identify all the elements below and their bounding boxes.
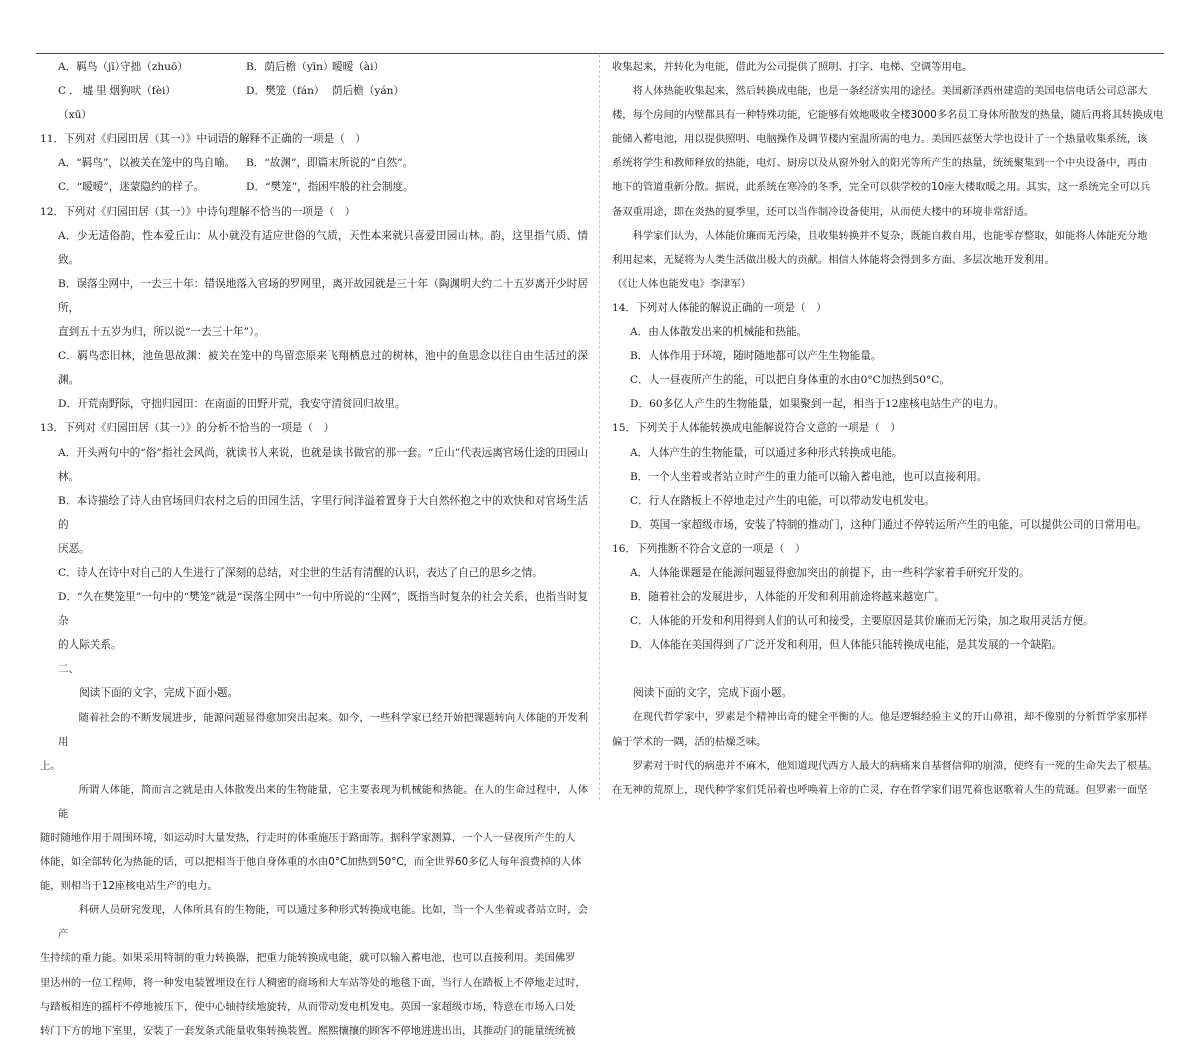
q15-stem: 15．下列关于人体能转换成电能解说符合文意的一项是（ ） [612,422,901,435]
column-divider [599,55,600,800]
q12-option-c: C．羁鸟恋旧林，池鱼思故渊：被关在笼中的鸟留恋原来飞翔栖息过的树林，池中的鱼思念以往自由生活过的深渊。 [58,350,588,387]
passage-line: 随时随地作用于周围环境，如运动时大量发热，行走时的体重施压于路面等。据科学家测算，一个人一昼夜所产生的人 [40,832,576,844]
q10-option-b-2: 暧暧（ài） [332,61,385,73]
passage-line: 收集起来，并转化为电能，借此为公司提供了照明、打字、电梯、空调等用电。 [612,61,973,73]
passage-line: 地下的管道重新分散。据说，此系统在寒冷的冬季，完全可以供学校的10座大楼取暖之用。其实，这一系统完全可以兵 [612,181,1151,194]
passage-line: 转门下方的地下室里，安装了一套发条式能量收集转换装置。熙熙攘攘的顾客不停地进进出出，其推动门的能量统统被 [40,1024,576,1037]
q10-options-row-1 [58,55,588,79]
passage-line: 备双重用途，即在炎热的夏季里，还可以当作制冷设备使用，从而使大楼中的环境非常舒适。 [612,205,1035,218]
q12-option-a: A．少无适俗韵，性本爱丘山：从小就没有适应世俗的气质，天性本来就只喜爱田园山林。韵，这里指气质、情致。 [58,229,588,266]
q13-option-a: A．开头两句中的“俗”指社会风尚，就读书人来说，也就是读书做官的那一套。“丘山”代表远离官场仕途的田园山林。 [58,446,588,483]
q16-stem: 16．下列推断不符合文意的一项是（ ） [612,542,806,555]
passage-line: 楼，每个房间的内壁都具有一种特殊功能，它能够有效地吸收全楼3000多名员工身体所散发的热量，随后再将其转换成电 [612,109,1164,122]
passage-russell [612,705,1164,801]
q11-stem: 11．下列对《归园田居（其一）》中词语的解释不正确的一项是（ ） [40,133,366,146]
q16-option-c: C．人体能的开发和利用得到人们的认可和接受，主要原因是其价廉而无污染，加之取用灵活方便。 [630,615,1094,628]
passage-line: 在无神的荒原上，现代种学家们凭吊着也呼唤着上帝的亡灵，存在哲学家们诅咒着也讴歌着人生的荒诞。但罗素一面坚 [612,783,1148,796]
q11-option-a: A．“羁鸟”，以被关在笼中的鸟自喻。 [58,157,236,170]
passage-line: 里达州的一位工程师，将一种发电装置埋设在行人稠密的商场和大车站等处的地毯下面，当行人在踏板上不停地走过时， [40,976,586,989]
q12-stem: 12．下列对《归园田居（其一）》中诗句理解不恰当的一项是（ ） [40,205,356,218]
q16-option-d: D．人体能在美国得到了广泛开发和利用，但人体能只能转换成电能，是其发展的一个缺陷。 [630,639,1063,652]
q12-option-b-cont: 直到五十五岁为归，所以说“一去三十年”）。 [58,326,265,339]
q13-option-d-cont: 的人际关系。 [58,639,122,652]
passage-line: 在现代哲学家中，罗素是个精神出奇的健全平衡的人。他是逻辑经验主义的开山鼻祖，却不像别的分析哲学家那样 [632,711,1148,724]
passage-line: 将人体热能收集起来，然后转换成电能，也是一条经济实用的途径。美国新泽西州建造的美国电信电话公司总部大 [632,85,1148,98]
q10-options-row-2 [58,79,588,127]
passage-line: 偏于学术的一隅，活的枯燥乏味。 [612,735,767,748]
spacer [612,657,1164,681]
passage-line: 体能，如全部转化为热能的话，可以把相当于他自身体重的水由0°C加热到50°C，而全世界60多亿人每年浪费掉的人体 [40,856,582,869]
q13-option-c: C．诗人在诗中对自己的人生进行了深刻的总结，对尘世的生活有清醒的认识，表达了自己的思乡之情。 [58,566,543,579]
q11-options-row-1 [58,151,588,175]
q13-option-d: D．“久在樊笼里”一句中的“樊笼”就是“误落尘网中”一句中所说的“尘网”，既指当时复杂的社会关系，也指当时复杂 [58,591,588,628]
q10-option-a: A．羁鸟（jī） [58,61,126,73]
q12-option-d: D．开荒南野际，守拙归园田：在南面的田野开荒，我安守清贫回归故里。 [58,398,406,411]
reading-instruction-2: 阅读下面的文字，完成下面小题。 [633,687,793,700]
q15-option-a: A．人体产生的生物能量，可以通过多种形式转换成电能。 [630,446,903,459]
q10-option-a-2: 守拙（zhuō） [120,61,188,73]
passage-human-energy-cont [612,55,1164,296]
passage-line: 系统将学生和教师释放的热能，电灯、厨房以及从窗外射入的阳光等所产生的热量，统统聚集到一个中央设备中，再由 [612,157,1148,170]
q10-option-d-2: 荫后檐（yán） [332,85,405,98]
q10-option-c-2: 狗吠（fèi） [120,85,176,98]
q11-option-d: D．“樊笼”，指困牢般的社会制度。 [246,181,414,194]
q11-options-row-2 [58,175,588,199]
q11-option-c: C．“暧暧”，迷蒙隐约的样子。 [58,181,205,194]
passage-human-energy [40,706,588,1043]
q16-option-a: A．人体能课题是在能源问题显得愈加突出的前提下，由一些科学家着手研究开发的。 [630,566,1030,579]
header-rule [36,53,1164,54]
q15-option-b: B．一个人坐着或者站立时产生的重力能可以输入蓄电池，也可以直接利用。 [630,470,988,483]
passage-line: 上。 [40,759,61,772]
q16-option-b: B．随着社会的发展进步，人体能的开发和利用前途将越来越宽广。 [630,591,946,604]
q11-option-b: B．“故渊”，即篇末所说的“自然”。 [246,157,414,170]
q10-option-b: B．荫后檐（yīn） [246,61,334,73]
passage-line: 能储入蓄电池，用以提供照明、电脑操作及调节楼内室温所需的电力。美国匹兹堡大学也设计了一个热量收集系统，该 [612,133,1148,146]
q13-option-b: B．本诗描绘了诗人由官场回归农村之后的田园生活，字里行间洋溢着置身于大自然怀抱之中的欢快和对官场生活的 [58,494,588,531]
section-heading: 二、 [58,663,80,676]
q15-option-c: C．行人在踏板上不停地走过产生的电能，可以带动发电机发电。 [630,494,935,507]
q13-stem: 13．下列对《归园田居（其一）》的分析不恰当的一项是（ ） [40,422,335,435]
q14-option-a: A．由人体散发出来的机械能和热能。 [630,326,808,339]
q12-option-b: B．误落尘网中，一去三十年：错误地落入官场的罗网里，离开故园就是三十年（陶渊明大约二十五岁离开少时居所， [58,277,588,314]
reading-instruction: 阅读下面的文字，完成下面小题。 [79,687,239,700]
q10-option-c: C．墟里烟（xū） [58,85,120,122]
passage-source: （《让人体也能发电》李津军） [612,277,752,290]
q10-option-d: D．樊笼（fán） [246,85,325,98]
q14-stem: 14．下列对人体能的解说正确的一项是（ ） [612,301,827,314]
q14-option-d: D．60多亿人产生的生物能量，如果聚到一起，相当于12座核电站生产的电力。 [630,398,1005,411]
passage-line: 生持续的重力能。如果采用特制的重力转换器，把重力能转换成电能，就可以输入蓄电池，也可以直接利用。美国佛罗 [40,952,576,965]
passage-line: 所谓人体能，简而言之就是由人体散发出来的生物能量，它主要表现为机械能和热能。在人的生命过程中，人体能 [58,783,588,820]
right-column [612,55,1164,802]
passage-line: 随着社会的不断发展进步，能源问题显得愈加突出起来。如今，一些科学家已经开始把课题转向人体能的开发利用 [58,711,588,748]
passage-line: 科学家们认为，人体能价廉而无污染，且收集转换并不复杂，既能自救自用，也能零存整取，如能将人体能充分地 [632,229,1148,242]
q14-option-b: B．人体作用于环境，随时随地都可以产生生物能量。 [630,350,882,363]
passage-line: 与踏板相连的摇杆不停地被压下，使中心轴持续地旋转，从而带动发电机发电。英国一家超级市场，特意在市场入口处 [40,1000,576,1013]
q15-option-d: D．英国一家超级市场，安装了特制的推动门，这种门通过不停转运所产生的电能，可以提供公司的日常用电。 [630,518,1147,531]
q14-option-c: C．人一昼夜所产生的能，可以把自身体重的水由0°C加热到50°C。 [630,374,950,387]
passage-line: 能，则相当于12座核电站生产的电力。 [40,880,218,893]
passage-line: 利用起来，无疑将为人类生活做出极大的贡献。相信人体能将会得到多方面、多层次地开发利用。 [612,253,1055,266]
q13-option-b-cont: 厌恶。 [58,542,90,555]
passage-line: 科研人员研究发现，人体所具有的生物能，可以通过多种形式转换成电能。比如，当一个人坐着或者站立时，会产 [58,904,588,941]
left-column [40,55,588,1043]
passage-line: 罗素对于时代的病患并不麻木，他知道现代西方人最大的病痛来自基督信仰的崩溃，使终有一死的生命失去了根基。 [632,759,1158,772]
